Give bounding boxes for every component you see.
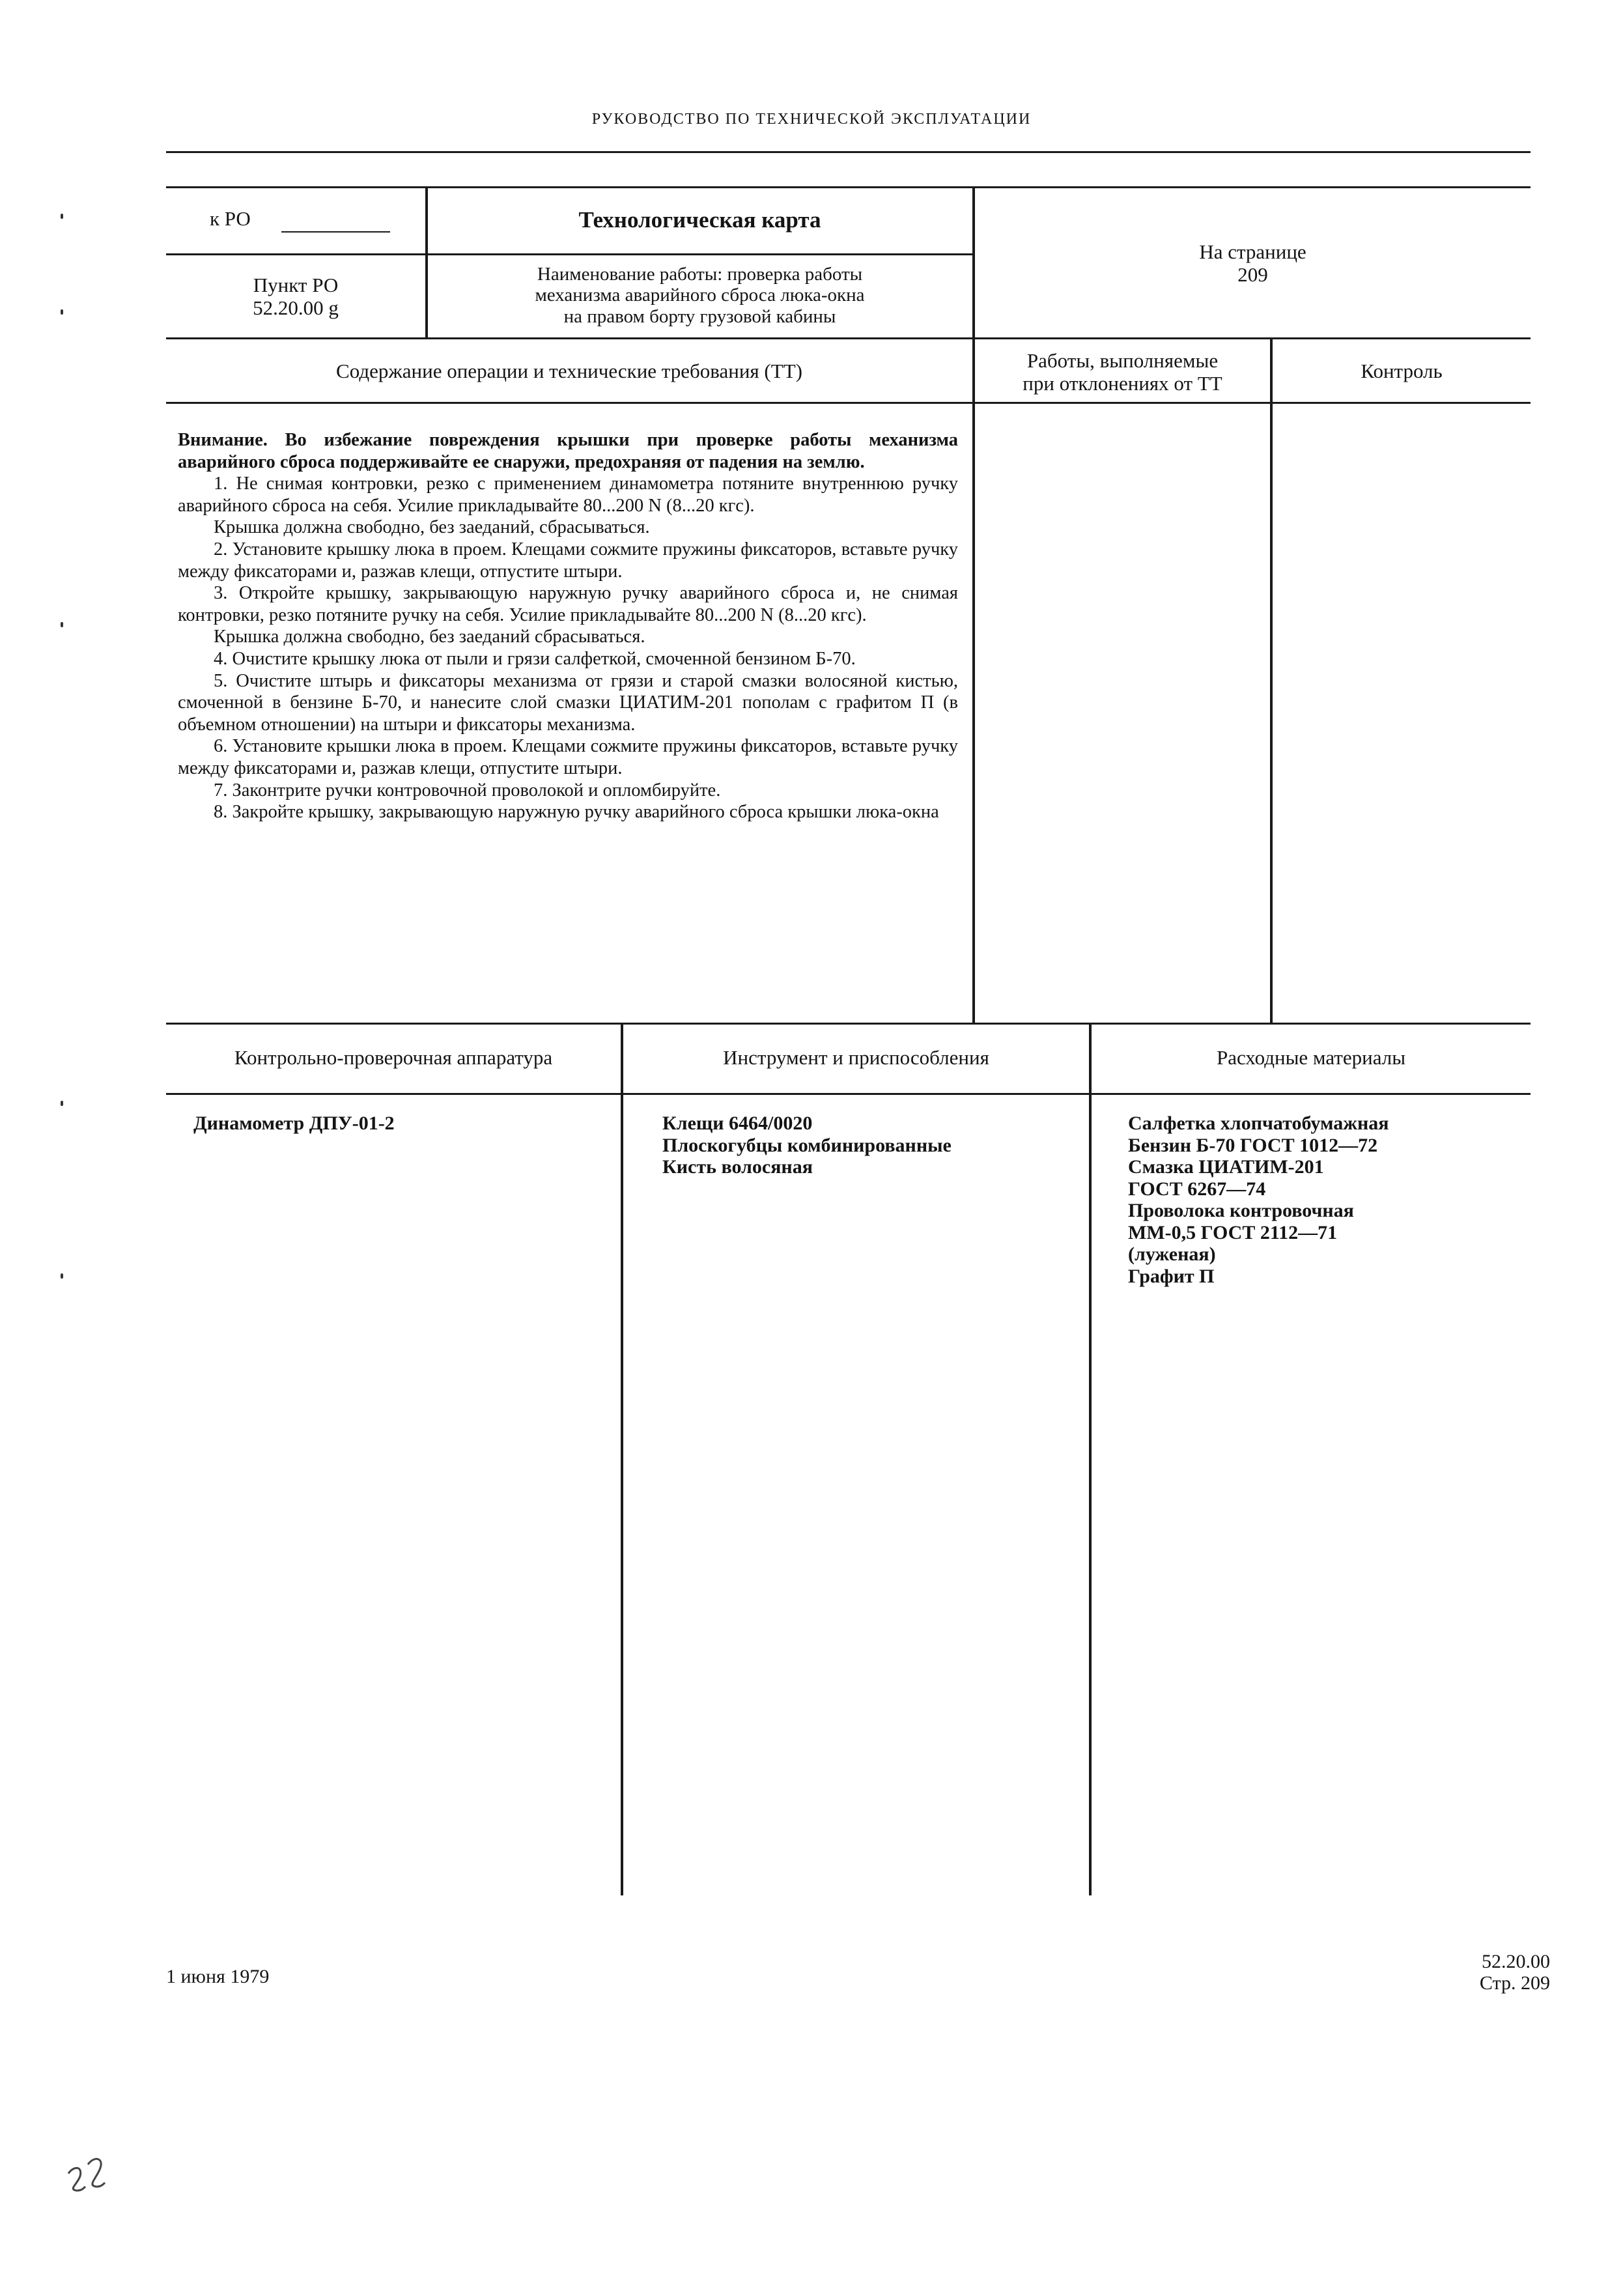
footer-section-number: 52.20.00	[1482, 1951, 1550, 1972]
operation-step: Крышка должна свободно, без заеданий, сбрасываться.	[214, 517, 650, 538]
equipment-header-materials: Расходные материалы	[1216, 1046, 1406, 1069]
ro-reference-label	[210, 207, 251, 231]
footer-page-number: Стр. 209	[1479, 1972, 1550, 1994]
work-name-block	[427, 264, 972, 327]
list-item: Динамометр ДПУ-01-2	[193, 1113, 395, 1134]
title-block-divider-right	[972, 186, 975, 1023]
column-header-bottom-border	[166, 402, 1531, 404]
materials-list	[1128, 1113, 1389, 1287]
list-item: Проволока контровочная	[1128, 1200, 1354, 1221]
list-item: (луженая)	[1128, 1243, 1216, 1265]
page-reference-number: 209	[1237, 262, 1268, 286]
binder-hole-mark	[61, 309, 63, 315]
list-item: Салфетка хлопчатобумажная	[1128, 1113, 1389, 1134]
operation-step: 4. Очистите крышку люка от пыли и грязи салфеткой, смоченной бензином Б-70.	[214, 648, 856, 669]
operation-step: Крышка должна свободно, без заеданий сбрасываться.	[214, 627, 645, 647]
operation-step: 3. Откройте крышку, закрывающую наружную ручку аварийного сброса и, не снимая контровки, резко потяните ручку на себя. Усилие прикладывайте 80...200 N (8...20 кгс).	[178, 583, 958, 625]
page-reference-label: На странице	[1199, 240, 1306, 263]
operations-content	[178, 429, 958, 823]
card-title: Технологическая карта	[578, 207, 821, 233]
warning-paragraph: Внимание. Во избежание повреждения крышки при проверке работы механизма аварийного сброса поддерживайте ее снаружи, предохраняя от падения на землю.	[178, 430, 958, 472]
column-header-deviations-line-1: Работы, выполняемые	[1026, 349, 1219, 372]
list-item: Плоскогубцы комбинированные	[662, 1134, 952, 1156]
title-block-top-border	[166, 186, 1531, 188]
equipment-table-top-border	[166, 1023, 1531, 1025]
list-item: ММ-0,5 ГОСТ 2112—71	[1128, 1221, 1338, 1243]
equipment-divider-left	[621, 1023, 623, 1895]
tools-list	[662, 1113, 952, 1178]
operation-step: 1. Не снимая контровки, резко с применением динамометра потяните внутреннюю ручку аварийного сброса на себя. Усилие прикладывайте 80...200 N (8...20 кгс).	[178, 474, 958, 516]
control-apparatus-list	[193, 1113, 395, 1135]
footer-date: 1 июня 1979	[166, 1966, 270, 1987]
page-reference-block	[975, 241, 1531, 286]
work-name-line-2: механизма аварийного сброса люка-окна	[535, 285, 865, 306]
operation-step: 5. Очистите штырь и фиксаторы механизма от грязи и старой смазки волосяной кистью, смоченной в бензине Б-70, и нанесите слой смазки ЦИАТИМ-201 пополам с графитом П (в объемном отношении) на штыри и фиксаторы механизма.	[178, 670, 958, 735]
handwritten-mark-icon	[62, 2146, 120, 2198]
equipment-divider-right	[1089, 1023, 1092, 1895]
equipment-header-control-apparatus: Контрольно-проверочная аппаратура	[234, 1046, 553, 1069]
equipment-header-bottom-border	[166, 1093, 1531, 1095]
point-ro-block	[166, 274, 425, 319]
footer-page-reference	[1480, 1951, 1550, 1994]
operation-step: 6. Установите крышки люка в проем. Клещами сожмите пружины фиксаторов, вставьте ручку между фиксаторами и, разжав клещи, отпустите штыри.	[178, 736, 958, 778]
work-name-line-1: Наименование работы: проверка работы	[537, 264, 863, 285]
ro-reference-blank	[281, 231, 390, 233]
work-name-line-3: на правом борту грузовой кабины	[563, 305, 836, 327]
binder-hole-mark	[61, 1101, 63, 1106]
operation-step: 7. Законтрите ручки контровочной проволокой и опломбируйте.	[214, 780, 721, 801]
ro-reference-text: к РО	[210, 207, 251, 230]
list-item: Бензин Б-70 ГОСТ 1012—72	[1128, 1134, 1378, 1156]
list-item: Кисть волосяная	[662, 1156, 813, 1178]
title-block-bottom-border	[166, 337, 1531, 339]
running-header: РУКОВОДСТВО ПО ТЕХНИЧЕСКОЙ ЭКСПЛУАТАЦИИ	[591, 111, 1032, 128]
point-ro-label: Пункт РО	[253, 274, 339, 296]
list-item: Смазка ЦИАТИМ-201	[1128, 1156, 1324, 1178]
column-header-operations: Содержание операции и технические требования (ТТ)	[336, 360, 802, 382]
list-item: ГОСТ 6267—74	[1128, 1178, 1266, 1200]
control-column-divider	[1270, 337, 1273, 1023]
header-rule	[166, 151, 1531, 153]
operation-step: 8. Закройте крышку, закрывающую наружную ручку аварийного сброса крышки люка-окна	[214, 802, 939, 823]
equipment-header-tools: Инструмент и приспособления	[723, 1046, 989, 1069]
point-ro-number: 52.20.00 g	[253, 296, 339, 319]
operation-step: 2. Установите крышку люка в проем. Клещами сожмите пружины фиксаторов, вставьте ручку между фиксаторами и, разжав клещи, отпустите штыри.	[178, 539, 958, 582]
column-header-deviations	[975, 350, 1270, 395]
column-header-deviations-line-2: при отклонениях от ТТ	[1023, 371, 1222, 395]
title-block-middle-border	[166, 253, 974, 255]
binder-hole-mark	[61, 1273, 63, 1279]
column-header-control: Контроль	[1361, 360, 1443, 382]
list-item: Клещи 6464/0020	[662, 1113, 813, 1134]
binder-hole-mark	[61, 622, 63, 627]
binder-hole-mark	[61, 214, 63, 219]
list-item: Графит П	[1128, 1265, 1215, 1287]
